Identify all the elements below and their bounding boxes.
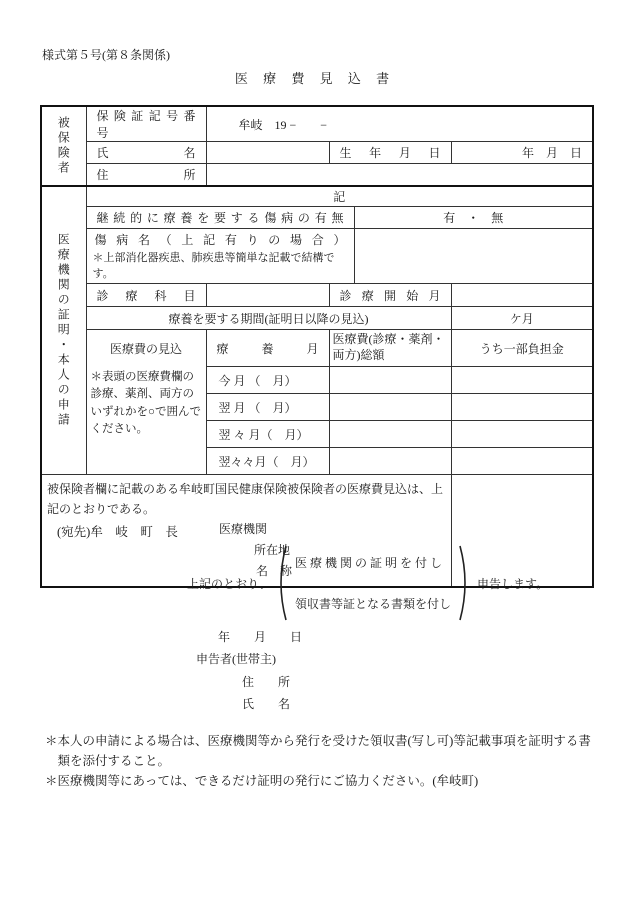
chronic-label: 継 続 的 に 療 養 を 要 す る 傷 病 の 有 無 xyxy=(86,207,354,229)
birthdate-field: 年 月 日 xyxy=(451,142,593,164)
estimate-note: ＊表頭の医療費欄の診療、薬剤、両方のいずれかを○で囲んでください。 xyxy=(90,371,201,435)
total-field xyxy=(329,367,451,394)
row-period xyxy=(41,307,593,330)
total-field xyxy=(329,448,451,475)
org-label: 医療機関 xyxy=(219,522,268,536)
footnote-1: ＊本人の申請による場合は、医療機関等から発行を受けた領収書(写し可)等記載事項を証明する書類を添付すること。 xyxy=(45,734,591,768)
row-address xyxy=(41,164,593,186)
org-name-label: 名 称 xyxy=(256,564,293,578)
estimate-label: 医療費の見込 xyxy=(109,342,182,356)
month-label: 今 月 （ 月） xyxy=(206,367,329,394)
disease-label: 傷 病 名 （ 上 記 有 り の 場 合 ） xyxy=(94,233,346,247)
card-number-value: 牟岐 19 − − xyxy=(206,106,593,142)
month-header: 療 養 月 xyxy=(206,330,329,367)
row-ki-header xyxy=(41,186,593,207)
footnote-2: ＊医療機関等にあっては、できるだけ証明の発行にご協力ください。(牟岐町) xyxy=(45,774,479,788)
open-paren-icon xyxy=(273,543,289,623)
row-estimate-header xyxy=(41,330,593,367)
period-label: 療養を要する期間(証明日以降の見込) xyxy=(86,307,451,330)
ki-header: 記 xyxy=(86,186,593,207)
total-field xyxy=(329,421,451,448)
burden-field xyxy=(451,367,593,394)
start-month-label: 診 療 開 始 月 xyxy=(329,284,451,307)
chronic-value: 有 ・ 無 xyxy=(354,207,593,229)
statement-text: 被保険者欄に記載のある牟岐町国民健康保険被保険者の医療費見込は、上記のとおりである。 xyxy=(47,482,444,516)
name-field xyxy=(206,142,329,164)
row-chronic xyxy=(41,207,593,229)
department-label: 診 療 科 目 xyxy=(86,284,206,307)
date-line: 年 月 日 xyxy=(218,630,303,644)
row-department xyxy=(41,284,593,307)
row-name xyxy=(41,142,593,164)
declaration-option-1: 医 療 機 関 の 証 明 を 付 し xyxy=(295,556,443,570)
start-month-field xyxy=(451,284,593,307)
declaration-suffix: 申告します。 xyxy=(477,576,549,591)
main-form-table xyxy=(40,105,594,588)
declaration-option-2: 領収書等証となる書類を付し xyxy=(295,597,452,611)
department-field xyxy=(206,284,329,307)
card-number-label: 保 険 証 記 号 番 号 xyxy=(86,106,206,142)
period-unit: ケ月 xyxy=(451,307,593,330)
name-label: 氏 名 xyxy=(86,142,206,164)
address-label: 住 所 xyxy=(86,164,206,186)
form-number: 様式第５号(第８条関係) xyxy=(42,48,170,62)
applicant-address-label: 住 所 xyxy=(242,675,291,689)
estimate-label-cell xyxy=(86,330,206,475)
total-header: 医療費(診療・薬剤・両方)総額 xyxy=(329,330,451,367)
row-disease xyxy=(41,229,593,284)
section-label-insured: 被保険者 xyxy=(41,106,86,186)
burden-header: うち一部負担金 xyxy=(451,330,593,367)
close-paren-icon xyxy=(457,543,473,623)
disease-label-cell xyxy=(86,229,354,284)
month-label: 翌々々月（ 月） xyxy=(206,448,329,475)
declaration-prefix: 上記のとおり、 xyxy=(187,576,272,591)
month-label: 翌 々 月（ 月） xyxy=(206,421,329,448)
burden-field xyxy=(451,421,593,448)
section-label-certification: 医療機関の証明・本人の申請 xyxy=(41,186,86,475)
total-field xyxy=(329,394,451,421)
disease-field xyxy=(354,229,593,284)
burden-field xyxy=(451,448,593,475)
applicant-label: 申告者(世帯主) xyxy=(196,652,276,666)
addressee-line: (宛先)牟 岐 町 長 xyxy=(57,525,178,539)
applicant-name-label: 氏 名 xyxy=(242,697,291,711)
birthdate-label: 生 年 月 日 xyxy=(329,142,451,164)
declaration-block xyxy=(187,543,548,623)
footnotes xyxy=(45,731,597,791)
address-field xyxy=(206,164,593,186)
row-card-number xyxy=(41,106,593,142)
disease-note: ＊上部消化器疾患、肺疾患等簡単な記載で結構です。 xyxy=(92,252,335,280)
burden-field xyxy=(451,394,593,421)
org-address-label: 所在地 xyxy=(254,543,291,557)
page-title: 医 療 費 見 込 書 xyxy=(234,71,396,86)
month-label: 翌 月 （ 月） xyxy=(206,394,329,421)
